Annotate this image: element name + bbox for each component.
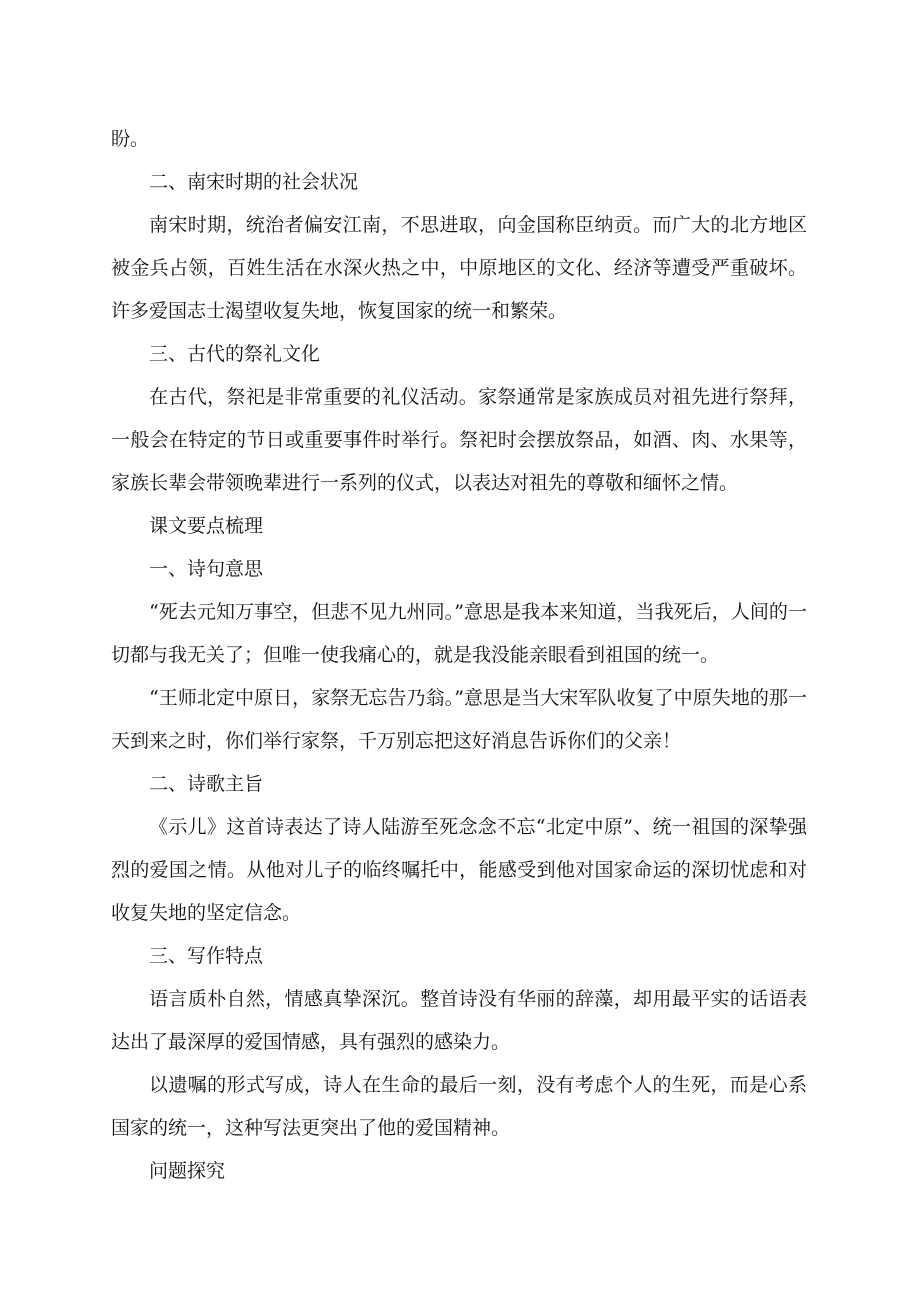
paragraph-writing-features-1: 语言质朴自然，情感真挚深沉。整首诗没有华丽的辞藻，却用最平实的话语表达出了最深厚的爱国情感，具有强烈的感染力。 (111, 988, 807, 1053)
section-heading-key-points: 课文要点梳理 (149, 515, 264, 537)
document-body (111, 118, 807, 1193)
section-heading-southern-song-society: 二、南宋时期的社会状况 (149, 171, 359, 193)
section-heading-verse-meaning: 一、诗句意思 (149, 558, 264, 580)
section-heading-ritual-culture: 三、古代的祭礼文化 (149, 343, 321, 365)
paragraph-continuation: 盼。 (111, 128, 150, 150)
paragraph-ritual-culture: 在古代，祭祀是非常重要的礼仪活动。家祭通常是家族成员对祖先进行祭拜，一般会在特定的节日或重要事件时举行。祭祀时会摆放祭品，如酒、肉、水果等，家族长辈会带领晚辈进行一系列的仪式，以表达对祖先的尊敬和缅怀之情。 (111, 386, 807, 494)
section-heading-questions: 问题探究 (149, 1160, 226, 1182)
paragraph-writing-features-2: 以遗嘱的形式写成，诗人在生命的最后一刻，没有考虑个人的生死，而是心系国家的统一，这种写法更突出了他的爱国精神。 (111, 1074, 807, 1139)
paragraph-southern-song-society: 南宋时期，统治者偏安江南，不思进取，向金国称臣纳贡。而广大的北方地区被金兵占领，百姓生活在水深火热之中，中原地区的文化、经济等遭受严重破坏。许多爱国志士渴望收复失地，恢复国家的统一和繁荣。 (111, 214, 807, 322)
section-heading-writing-features: 三、写作特点 (149, 945, 264, 967)
section-heading-poem-theme: 二、诗歌主旨 (149, 773, 264, 795)
paragraph-verse-meaning-2: “王师北定中原日，家祭无忘告乃翁。”意思是当大宋军队收复了中原失地的那一天到来之时，你们举行家祭，千万别忘把这好消息告诉你们的父亲！ (111, 687, 807, 752)
paragraph-verse-meaning-1: “死去元知万事空，但悲不见九州同。”意思是我本来知道，当我死后，人间的一切都与我无关了；但唯一使我痛心的，就是我没能亲眼看到祖国的统一。 (111, 601, 807, 666)
paragraph-poem-theme: 《示儿》这首诗表达了诗人陆游至死念念不忘“北定中原”、统一祖国的深挚强烈的爱国之情。从他对儿子的临终嘱托中，能感受到他对国家命运的深切忧虑和对收复失地的坚定信念。 (111, 816, 807, 924)
